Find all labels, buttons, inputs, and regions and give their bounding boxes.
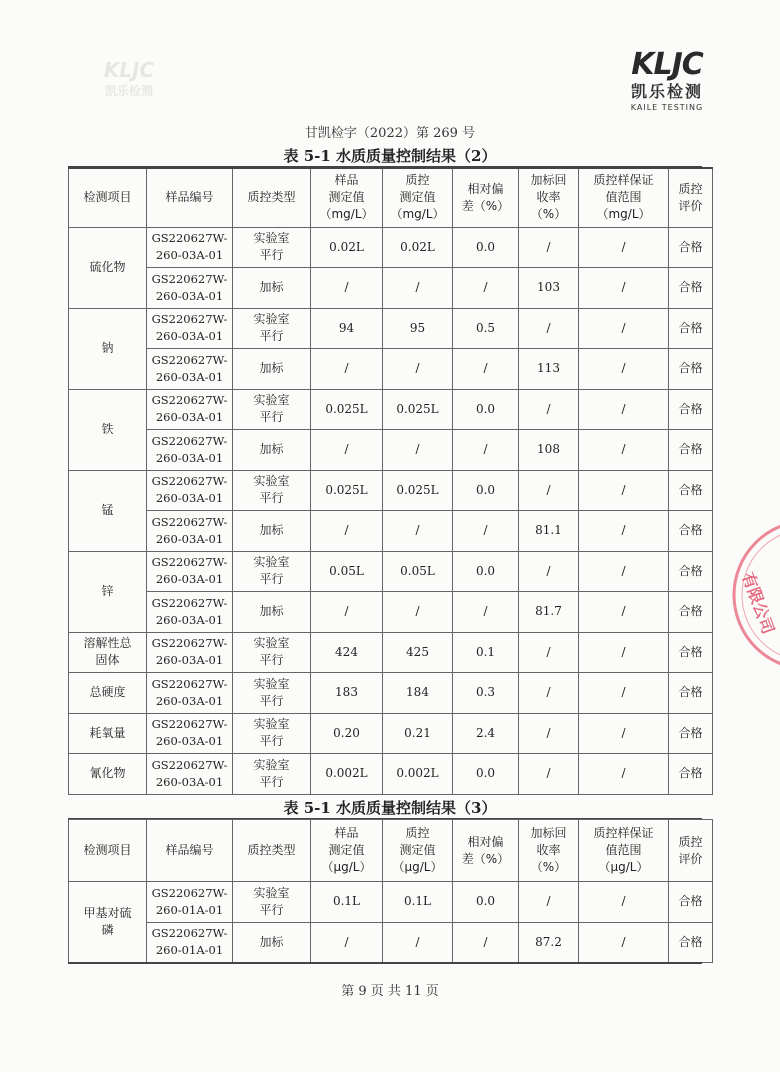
test-item-cell: 甲基对硫 磷 (69, 882, 147, 963)
table-row (69, 430, 713, 471)
column-header: 质控 评价 (669, 820, 713, 882)
rel-dev-cell: 2.4 (453, 713, 519, 754)
sample-value-cell: / (311, 268, 383, 309)
sample-id-cell: GS220627W- 260-01A-01 (147, 922, 233, 963)
sample-value-cell: / (311, 511, 383, 552)
qc-value-cell: / (383, 511, 453, 552)
recovery-cell: / (519, 713, 579, 754)
eval-cell: 合格 (669, 632, 713, 673)
recovery-cell: / (519, 551, 579, 592)
column-header: 相对偏 差（%） (453, 168, 519, 227)
table2-header-row (69, 820, 713, 882)
table2-body (69, 882, 713, 963)
sample-value-cell: / (311, 430, 383, 471)
column-header: 质控样保证 值范围 （μg/L） (579, 820, 669, 882)
qc-value-cell: 425 (383, 632, 453, 673)
qc-type-cell: 加标 (233, 430, 311, 471)
eval-cell: 合格 (669, 349, 713, 390)
sample-value-cell: 424 (311, 632, 383, 673)
qc-type-cell: 加标 (233, 268, 311, 309)
table-row (69, 511, 713, 552)
column-header: 质控类型 (233, 820, 311, 882)
qc-type-cell: 实验室 平行 (233, 308, 311, 349)
qc-value-cell: 0.002L (383, 754, 453, 795)
range-cell: / (579, 470, 669, 511)
qc-type-cell: 实验室 平行 (233, 673, 311, 714)
table-row (69, 673, 713, 714)
sample-id-cell: GS220627W- 260-01A-01 (147, 882, 233, 923)
table2-title: 表 5-1 水质质量控制结果（3） (283, 799, 497, 817)
sample-value-cell: 0.05L (311, 551, 383, 592)
range-cell: / (579, 430, 669, 471)
rel-dev-cell: / (453, 922, 519, 963)
qc-type-cell: 实验室 平行 (233, 227, 311, 268)
table-row (69, 470, 713, 511)
table2-bottom-rule (68, 962, 702, 964)
sample-value-cell: / (311, 592, 383, 633)
test-item-cell: 总硬度 (69, 673, 147, 714)
qc-value-cell: 95 (383, 308, 453, 349)
recovery-cell: / (519, 470, 579, 511)
table-row (69, 754, 713, 795)
recovery-cell: 113 (519, 349, 579, 390)
table1-header-row (69, 168, 713, 227)
column-header: 检测项目 (69, 168, 147, 227)
column-header: 质控 测定值 （μg/L） (383, 820, 453, 882)
recovery-cell: 108 (519, 430, 579, 471)
qc-value-cell: 0.1L (383, 882, 453, 923)
eval-cell: 合格 (669, 308, 713, 349)
rel-dev-cell: 0.0 (453, 551, 519, 592)
table-row (69, 713, 713, 754)
sample-id-cell: GS220627W- 260-03A-01 (147, 268, 233, 309)
qc-table-3 (68, 819, 713, 963)
test-item-cell: 溶解性总 固体 (69, 632, 147, 673)
qc-value-cell: 0.05L (383, 551, 453, 592)
qc-value-cell: / (383, 430, 453, 471)
qc-table-2 (68, 167, 713, 795)
recovery-cell: 103 (519, 268, 579, 309)
range-cell: / (579, 551, 669, 592)
eval-cell: 合格 (669, 673, 713, 714)
table-row (69, 592, 713, 633)
company-logo (612, 48, 722, 114)
range-cell: / (579, 673, 669, 714)
recovery-cell: / (519, 882, 579, 923)
test-item-cell: 铁 (69, 389, 147, 470)
qc-type-cell: 加标 (233, 511, 311, 552)
range-cell: / (579, 632, 669, 673)
sample-id-cell: GS220627W- 260-03A-01 (147, 470, 233, 511)
column-header: 样品编号 (147, 820, 233, 882)
table-row (69, 349, 713, 390)
table-row (69, 632, 713, 673)
test-item-cell: 钠 (69, 308, 147, 389)
sample-id-cell: GS220627W- 260-03A-01 (147, 349, 233, 390)
range-cell: / (579, 268, 669, 309)
column-header: 检测项目 (69, 820, 147, 882)
table1-body (69, 227, 713, 794)
recovery-cell: 81.7 (519, 592, 579, 633)
table1-title: 表 5-1 水质质量控制结果（2） (283, 147, 497, 165)
rel-dev-cell: 0.0 (453, 389, 519, 430)
column-header: 加标回 收率 （%） (519, 820, 579, 882)
range-cell: / (579, 592, 669, 633)
qc-type-cell: 实验室 平行 (233, 882, 311, 923)
eval-cell: 合格 (669, 922, 713, 963)
recovery-cell: / (519, 308, 579, 349)
qc-value-cell: 0.02L (383, 227, 453, 268)
rel-dev-cell: 0.0 (453, 470, 519, 511)
recovery-cell: 81.1 (519, 511, 579, 552)
column-header: 样品 测定值 （mg/L） (311, 168, 383, 227)
eval-cell: 合格 (669, 511, 713, 552)
rel-dev-cell: 0.3 (453, 673, 519, 714)
column-header: 质控 测定值 （mg/L） (383, 168, 453, 227)
sample-value-cell: 0.025L (311, 389, 383, 430)
rel-dev-cell: / (453, 268, 519, 309)
column-header: 质控类型 (233, 168, 311, 227)
stamp-text: 有限公司 (738, 569, 778, 637)
recovery-cell: 87.2 (519, 922, 579, 963)
eval-cell: 合格 (669, 882, 713, 923)
qc-type-cell: 实验室 平行 (233, 470, 311, 511)
logo-name-cn: 凯乐检测 (630, 82, 703, 101)
eval-cell: 合格 (669, 389, 713, 430)
sample-id-cell: GS220627W- 260-03A-01 (147, 511, 233, 552)
sample-id-cell: GS220627W- 260-03A-01 (147, 632, 233, 673)
sample-value-cell: 0.002L (311, 754, 383, 795)
range-cell: / (579, 227, 669, 268)
logo-mark: KLJC (631, 47, 703, 82)
qc-type-cell: 实验室 平行 (233, 551, 311, 592)
logo-name-en: KAILE TESTING (630, 103, 704, 112)
report-number: 甘凯检字（2022）第 269 号 (304, 126, 476, 141)
range-cell: / (579, 389, 669, 430)
test-item-cell: 硫化物 (69, 227, 147, 308)
rel-dev-cell: 0.0 (453, 754, 519, 795)
test-item-cell: 耗氧量 (69, 713, 147, 754)
sample-id-cell: GS220627W- 260-03A-01 (147, 389, 233, 430)
table-row (69, 227, 713, 268)
qc-value-cell: 0.025L (383, 389, 453, 430)
table-row (69, 268, 713, 309)
qc-type-cell: 加标 (233, 592, 311, 633)
table-row (69, 389, 713, 430)
table-row (69, 308, 713, 349)
sample-value-cell: / (311, 922, 383, 963)
rel-dev-cell: / (453, 511, 519, 552)
rel-dev-cell: 0.0 (453, 882, 519, 923)
range-cell: / (579, 922, 669, 963)
qc-value-cell: 0.21 (383, 713, 453, 754)
qc-value-cell: / (383, 349, 453, 390)
eval-cell: 合格 (669, 430, 713, 471)
column-header: 加标回 收率 （%） (519, 168, 579, 227)
table-row (69, 882, 713, 923)
rel-dev-cell: / (453, 592, 519, 633)
qc-value-cell: / (383, 922, 453, 963)
range-cell: / (579, 882, 669, 923)
qc-value-cell: / (383, 592, 453, 633)
qc-value-cell: 184 (383, 673, 453, 714)
eval-cell: 合格 (669, 470, 713, 511)
sample-id-cell: GS220627W- 260-03A-01 (147, 308, 233, 349)
sample-value-cell: 183 (311, 673, 383, 714)
rel-dev-cell: / (453, 430, 519, 471)
range-cell: / (579, 308, 669, 349)
range-cell: / (579, 349, 669, 390)
eval-cell: 合格 (669, 268, 713, 309)
column-header: 样品编号 (147, 168, 233, 227)
qc-type-cell: 实验室 平行 (233, 754, 311, 795)
sample-value-cell: 94 (311, 308, 383, 349)
qc-value-cell: 0.025L (383, 470, 453, 511)
sample-id-cell: GS220627W- 260-03A-01 (147, 227, 233, 268)
sample-value-cell: 0.20 (311, 713, 383, 754)
eval-cell: 合格 (669, 713, 713, 754)
table-row (69, 551, 713, 592)
rel-dev-cell: / (453, 349, 519, 390)
qc-value-cell: / (383, 268, 453, 309)
column-header: 质控样保证 值范围 （mg/L） (579, 168, 669, 227)
sample-id-cell: GS220627W- 260-03A-01 (147, 673, 233, 714)
ghost-logo-bleed: KLJC 凯乐检测 (103, 58, 155, 98)
sample-id-cell: GS220627W- 260-03A-01 (147, 430, 233, 471)
test-item-cell: 氰化物 (69, 754, 147, 795)
column-header: 相对偏 差（%） (453, 820, 519, 882)
sample-id-cell: GS220627W- 260-03A-01 (147, 713, 233, 754)
rel-dev-cell: 0.5 (453, 308, 519, 349)
sample-value-cell: 0.1L (311, 882, 383, 923)
qc-type-cell: 加标 (233, 922, 311, 963)
qc-type-cell: 实验室 平行 (233, 632, 311, 673)
recovery-cell: / (519, 673, 579, 714)
range-cell: / (579, 713, 669, 754)
recovery-cell: / (519, 389, 579, 430)
qc-type-cell: 实验室 平行 (233, 389, 311, 430)
rel-dev-cell: 0.1 (453, 632, 519, 673)
qc-type-cell: 实验室 平行 (233, 713, 311, 754)
eval-cell: 合格 (669, 592, 713, 633)
sample-id-cell: GS220627W- 260-03A-01 (147, 592, 233, 633)
recovery-cell: / (519, 632, 579, 673)
column-header: 样品 测定值 （μg/L） (311, 820, 383, 882)
eval-cell: 合格 (669, 551, 713, 592)
test-item-cell: 锰 (69, 470, 147, 551)
sample-id-cell: GS220627W- 260-03A-01 (147, 551, 233, 592)
company-seal-stamp (728, 515, 780, 675)
sample-id-cell: GS220627W- 260-03A-01 (147, 754, 233, 795)
range-cell: / (579, 754, 669, 795)
qc-type-cell: 加标 (233, 349, 311, 390)
column-header: 质控 评价 (669, 168, 713, 227)
table-row (69, 922, 713, 963)
page-footer: 第 9 页 共 11 页 (341, 984, 439, 999)
eval-cell: 合格 (669, 227, 713, 268)
sample-value-cell: 0.02L (311, 227, 383, 268)
range-cell: / (579, 511, 669, 552)
test-item-cell: 锌 (69, 551, 147, 632)
recovery-cell: / (519, 227, 579, 268)
rel-dev-cell: 0.0 (453, 227, 519, 268)
sample-value-cell: 0.025L (311, 470, 383, 511)
recovery-cell: / (519, 754, 579, 795)
sample-value-cell: / (311, 349, 383, 390)
eval-cell: 合格 (669, 754, 713, 795)
